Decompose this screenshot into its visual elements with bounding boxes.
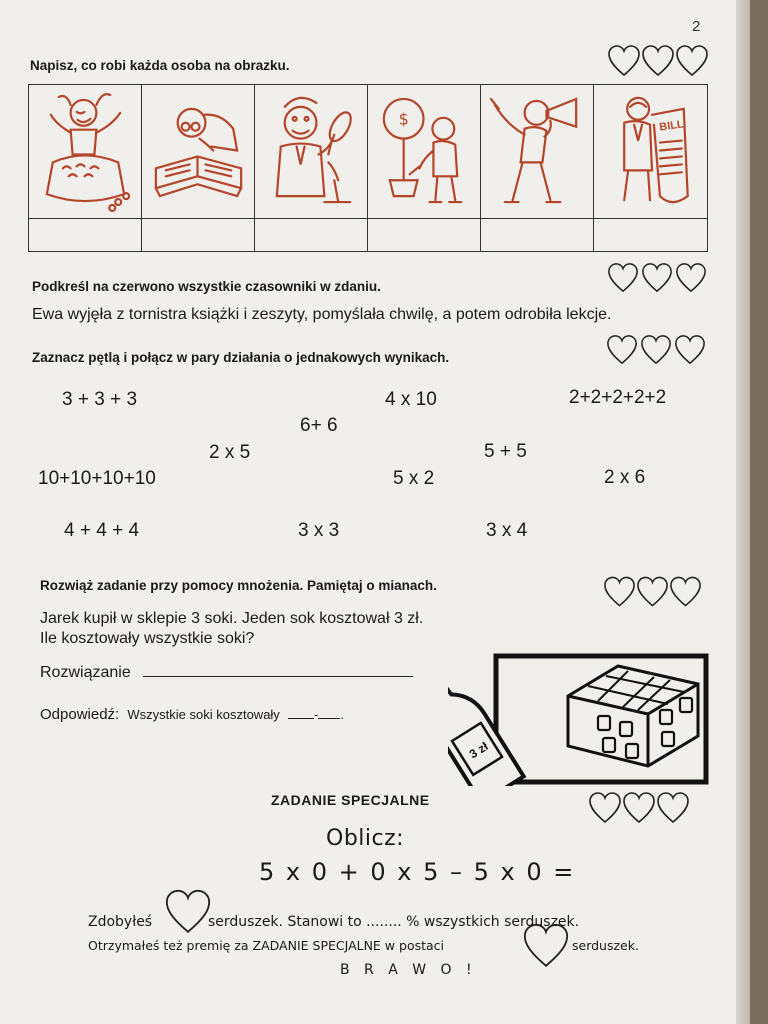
- expression[interactable]: 2 x 6: [604, 467, 646, 488]
- heart-icon: [674, 262, 708, 294]
- oblicz-label: Oblicz:: [326, 826, 405, 851]
- expression[interactable]: 3 x 4: [486, 520, 528, 541]
- bill-scroll-icon: [594, 85, 707, 219]
- solution-input-line[interactable]: [143, 676, 413, 677]
- task1-instruction: Napisz, co robi każda osoba na obrazku.: [30, 58, 290, 73]
- answer-label: Odpowiedź:: [40, 706, 120, 723]
- task4-instruction: Rozwiąż zadanie przy pomocy mnożenia. Pamiętaj o mianach.: [40, 578, 437, 593]
- task4-problem-line1: Jarek kupił w sklepie 3 soki. Jeden sok kosztował 3 zł.: [40, 610, 424, 627]
- task2-instruction: Podkreśl na czerwono wszystkie czasowniki w zdaniu.: [32, 279, 381, 294]
- expression[interactable]: 5 x 2: [393, 468, 435, 489]
- heart-icon: [640, 262, 674, 294]
- task3-instruction: Zaznacz pętlą i połącz w pary działania o jednakowych wynikach.: [32, 350, 450, 365]
- solution-row: [40, 664, 413, 682]
- answer-separator: -: [313, 707, 319, 722]
- heart-icon: [669, 575, 702, 609]
- heart-icon: [588, 790, 622, 826]
- task4-problem-line2: Ile kosztowały wszystkie soki?: [40, 630, 255, 647]
- heart-icon: [675, 44, 709, 78]
- heart-icon: [605, 334, 639, 366]
- answer-cell[interactable]: [142, 219, 255, 251]
- coin-sack-icon: [29, 85, 142, 219]
- brawo-text: B R A W O !: [340, 962, 477, 978]
- heart-icon: [673, 334, 707, 366]
- special-hearts: [588, 790, 690, 826]
- expression[interactable]: 10+10+10+10: [38, 468, 156, 489]
- bottle-crate-icon: [448, 626, 710, 786]
- heart-icon: [641, 44, 675, 78]
- heart-icon[interactable]: [163, 888, 213, 936]
- expression[interactable]: 3 x 3: [298, 520, 340, 541]
- answer-row: Odpowiedź: Wszystkie soki kosztowały - .: [40, 706, 344, 723]
- expression[interactable]: 6+ 6: [300, 415, 338, 436]
- answer-unit-line[interactable]: [318, 718, 340, 719]
- shouting-megaphone-icon: [481, 85, 594, 219]
- picture-table: [28, 84, 708, 252]
- task4-hearts: [603, 575, 702, 609]
- bottle-price: 3 zł: [466, 739, 491, 762]
- answer-number-line[interactable]: [288, 718, 314, 719]
- special-equation: 5 x 0 + 0 x 5 – 5 x 0 =: [259, 858, 576, 886]
- bill-label: BILL: [658, 118, 685, 134]
- answer-cell[interactable]: [29, 219, 142, 251]
- solution-label: Rozwiązanie: [40, 664, 131, 681]
- heart-icon: [607, 44, 641, 78]
- answer-cell[interactable]: [594, 219, 707, 251]
- money-tree-icon: [368, 85, 481, 219]
- answer-cell[interactable]: [255, 219, 368, 251]
- heart-icon: [639, 334, 673, 366]
- reading-book-icon: [142, 85, 255, 219]
- expression[interactable]: 4 x 10: [385, 389, 437, 410]
- footer-line2-end: serduszek.: [572, 938, 639, 953]
- footer-line2-start: Otrzymałeś też premię za ZADANIE SPECJALNE w postaci: [88, 938, 445, 953]
- task2-hearts: [606, 262, 708, 294]
- page-edge: [736, 0, 750, 1024]
- page-number: 2: [692, 18, 701, 35]
- answer-cell[interactable]: [481, 219, 594, 251]
- footer-line1-start: Zdobyłeś: [88, 914, 153, 930]
- task2-sentence: Ewa wyjęła z tornistra książki i zeszyty, pomyślała chwilę, a potem odrobiła lekcje.: [32, 306, 612, 323]
- dollar-sign: $: [398, 109, 409, 129]
- answer-text: Wszystkie soki kosztowały: [127, 707, 280, 722]
- expression[interactable]: 5 + 5: [484, 441, 527, 462]
- heart-icon: [622, 790, 656, 826]
- heart-icon: [656, 790, 690, 826]
- task3-hearts: [605, 334, 707, 366]
- heart-icon[interactable]: [520, 922, 572, 970]
- special-title: ZADANIE SPECJALNE: [271, 792, 430, 808]
- eating-corn-icon: [255, 85, 368, 219]
- footer-line1-end: serduszek. Stanowi to ........ % wszystkich serduszek.: [208, 914, 580, 930]
- heart-icon: [606, 262, 640, 294]
- expression[interactable]: 3 + 3 + 3: [62, 389, 138, 410]
- answer-cell[interactable]: [368, 219, 481, 251]
- heart-icon: [636, 575, 669, 609]
- task1-hearts: [607, 44, 709, 78]
- expression[interactable]: 2 x 5: [209, 442, 251, 463]
- expression[interactable]: 2+2+2+2+2: [569, 387, 667, 408]
- expression[interactable]: 4 + 4 + 4: [64, 520, 140, 541]
- heart-icon: [603, 575, 636, 609]
